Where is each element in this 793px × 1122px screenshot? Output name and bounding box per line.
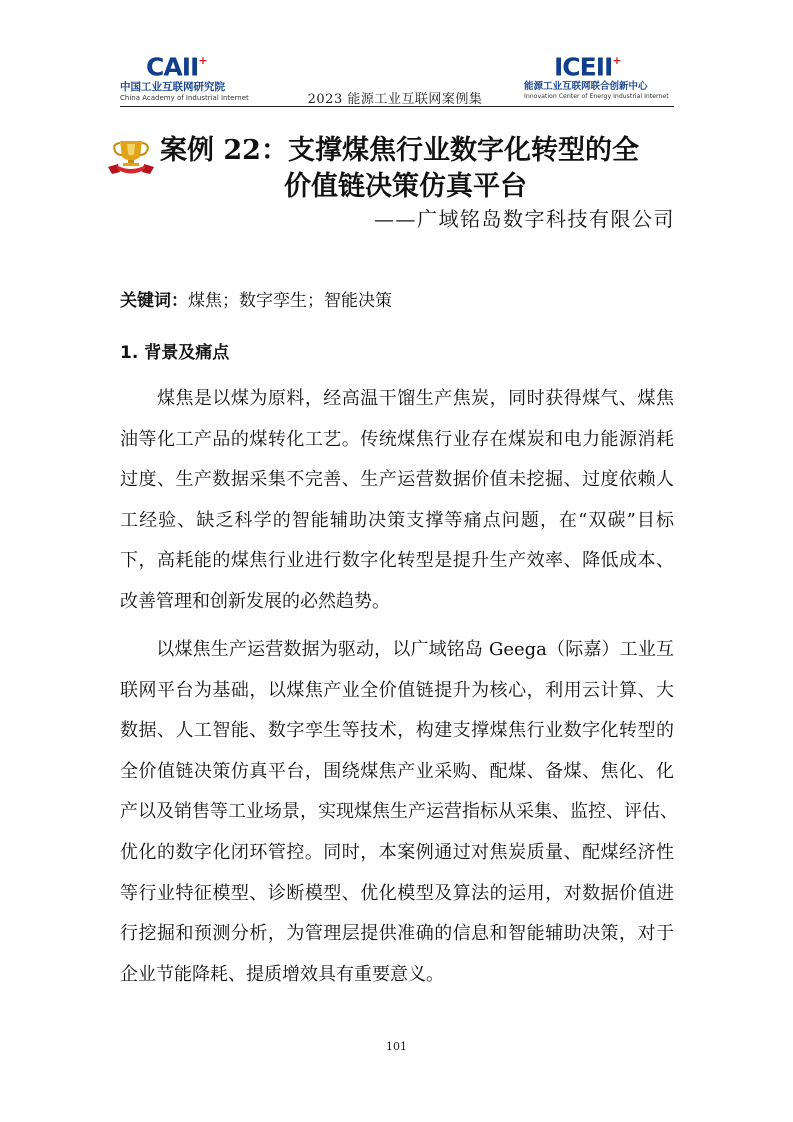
paragraph-line: 联网平台为基础，以煤焦产业全价值链提升为核心，利用云计算、大 <box>120 679 674 701</box>
paragraph-line: 等行业特征模型、诊断模型、优化模型及算法的运用，对数据价值进 <box>120 882 674 904</box>
caii-logo-name-cn: 中国工业互联网研究院 <box>120 81 225 94</box>
header-title: 2023 能源工业互联网案例集 <box>307 92 483 107</box>
caii-logo-mark: CAII <box>146 52 199 82</box>
keywords-value: 煤焦；数字孪生；智能决策 <box>188 291 392 311</box>
paragraph-line: 煤焦是以煤为原料，经高温干馏生产焦炭，同时获得煤气、煤焦 <box>120 388 674 409</box>
paragraph-line: 数据、人工智能、数字孪生等技术，构建支撑煤焦行业数字化转型的 <box>120 720 674 742</box>
iceii-logo <box>524 50 674 101</box>
iceii-logo-mark: ICEII <box>554 52 613 82</box>
paragraph-2 <box>120 630 678 995</box>
paragraph-line: 改善管理和创新发展的必然趋势。 <box>120 590 390 612</box>
page-number: 101 <box>386 1040 407 1053</box>
paragraph-line: 下，高耗能的煤焦行业进行数字化转型是提升生产效率、降低成本、 <box>120 550 674 572</box>
paragraph-line: 油等化工产品的煤转化工艺。传统煤焦行业存在煤炭和电力能源消耗 <box>120 428 674 450</box>
paragraph-1 <box>120 379 674 623</box>
paragraph-line: 以煤焦生产运营数据为驱动，以广域铭岛 Geega（际嘉）工业互 <box>120 639 674 660</box>
keywords <box>120 288 392 314</box>
caii-logo-plus: + <box>198 54 207 67</box>
paragraph-line: 企业节能降耗、提质增效具有重要意义。 <box>120 963 444 985</box>
iceii-logo-plus: + <box>612 54 621 67</box>
paragraph-line: 全价值链决策仿真平台，围绕煤焦产业采购、配煤、备煤、焦化、化 <box>120 760 674 782</box>
iceii-logo-name-en: Innovation Center of Energy Industrial Internet <box>524 93 669 101</box>
section-heading: 1. 背景及痛点 <box>120 343 230 363</box>
paragraph-line: 过度、生产数据采集不完善、生产运营数据价值未挖掘、过度依赖人 <box>120 469 674 491</box>
caii-logo-name-en: China Academy of Industrial Internet <box>120 94 249 103</box>
paragraph-line: 优化的数字化闭环管控。同时，本案例通过对焦炭质量、配煤经济性 <box>120 841 674 863</box>
paragraph-line: 工经验、缺乏科学的智能辅助决策支撑等痛点问题，在“双碳”目标 <box>120 509 674 531</box>
caii-logo <box>120 50 260 103</box>
trophy-icon <box>106 137 156 177</box>
page-header <box>120 50 674 106</box>
paragraph-line: 行挖掘和预测分析，为管理层提供准确的信息和智能辅助决策，对于 <box>120 923 674 945</box>
case-title <box>160 133 680 205</box>
header-divider <box>120 106 674 107</box>
case-title-line1: 案例 22：支撑煤焦行业数字化转型的全 <box>160 135 639 166</box>
case-title-line2: 价值链决策仿真平台 <box>284 171 527 202</box>
iceii-logo-name-cn: 能源工业互联网联合创新中心 <box>524 81 648 93</box>
paragraph-line: 产以及销售等工业场景，实现煤焦生产运营指标从采集、监控、评估、 <box>120 801 678 823</box>
company-name: ——广域铭岛数字科技有限公司 <box>374 207 675 231</box>
keywords-label: 关键词： <box>120 291 188 311</box>
